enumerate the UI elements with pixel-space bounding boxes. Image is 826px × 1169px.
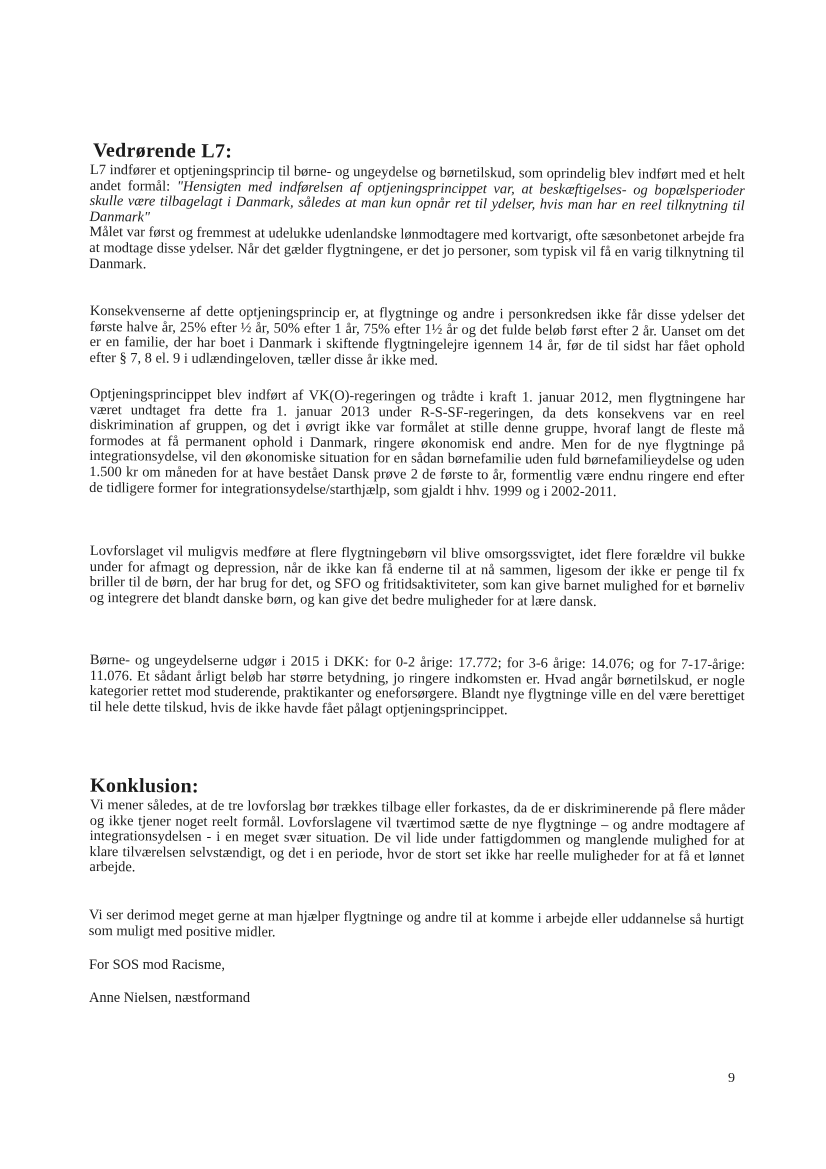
quoted-purpose: "Hensigten med indførelsen af optjeningsprincippet var, at beskæftigelses- og bopælsperioder skulle være tilbagelagt i Danmark, således at man kun opnår ret til ydelser, hvis man har en reel tilknytning til Danmark" [89,178,745,226]
section-heading-conclusion: Konklusion: [89,774,199,798]
intro-text: L7 indfører et optjeningsprincip til børne- og ungeydelse og børnetilskud, som oprindelig blev indført med et helt andet formål: [89,162,745,195]
paragraph-conclusion: Vi mener således, at de tre lovforslag bør trækkes tilbage eller forkastes, da de er diskriminerende på flere måder og ikke tjener noget reelt formål. Lovforslagene vil tværtimod sætte de nye flygtninge – og andre modtagere af integrationsydelsen - i en meget svær situation. De vil lide under fattigdommen og manglende mulighed for at klare tilværelsen selvstændigt, og det i en periode, hvor de stort set ikke har reelle muligheder for at få et lønnet arbejde. [89,797,745,876]
signature-line: Anne Nielsen, næstformand [89,990,251,1006]
closing-line: For SOS mod Racisme, [89,957,225,973]
paragraph-consequences: Konsekvenserne af dette optjeningsprincip er, at flygtninge og andre i personkredsen ikke får disse ydelser det første halve år, 25% efter ½ år, 50% efter 1 år, 75% efter 1½ år og det fulde beløb først efter 2 år. Uanset om det er en familie, der har boet i Danmark i skiftende flygtningelejre igennem 14 år, før de til sidst har fået ophold efter § 7, 8 el. 9 i udlændingeloven, tæller disse år ikke med. [89,303,745,369]
section-heading-l7: Vedrørende L7: [92,139,233,163]
paragraph-history: Optjeningsprincippet blev indført af VK(O)-regeringen og trådte i kraft 1. januar 2012, men flygtningene har været undtaget fra dette fra 1. januar 2013 under R-S-SF-regeringen, da dets konsekvens var en reel diskrimination af gruppen, og det i øvrigt ikke var formålet at stille denne gruppe, hvoraf langt de fleste må formodes at få permanent ophold i Danmark, ringere økonomisk end andre. Men for de nye flygtninge på integrationsydelse, vil den økonomiske situation for en sådan børnefamilie uden fuld børnefamilieydelse og uden 1.500 kr om måneden for at have bestået Dansk prøve 2 de første to år, formentlig være endnu ringere end efter de tidligere former for integrationsydelse/starthjælp, som gjaldt i hhv. 1999 og i 2002-2011. [89,386,745,500]
page-number: 9 [728,1071,735,1086]
paragraph-l7-intro [89,163,745,277]
goal-text: Målet var først og fremmest at udelukke udenlandske lønmodtagere med kortvarigt, ofte sæsonbetonet arbejde fra at modtage disse ydelser. Når det gælder flygtningene, er det jo personer, som typisk vil få en varig tilknytning til Danmark. [89,224,745,273]
paragraph-amounts: Børne- og ungeydelserne udgør i 2015 i DKK: for 0-2 årige: 17.772; for 3-6 årige: 14.076; og for 7-17-årige: 11.076. Et sådant årligt beløb har større betydning, jo ringere indkomsten er. Hvad angår børnetilskud, er nogle kategorier rettet mod studerende, praktikanter og eneforsørgere. Blandt nye flygtninge ville en del være berettiget til hele dette tilskud, hvis de ikke havde fået pålagt optjeningsprincippet. [89,652,745,719]
paragraph-neglect: Lovforslaget vil muligvis medføre at flere flygtningebørn vil blive omsorgssvigtet, idet flere forældre vil bukke under for afmagt og depression, når de ikke kan få enderne til at nå sammen, ligesom der ikke er penge til fx briller til de børn, der har brug for det, og SFO og fritidsaktiviteter, som kan give barnet mulighed for et børneliv og integrere det blandt danske børn, og kan give det bedre muligheder for at lære dansk. [89,543,745,610]
paragraph-recommendation: Vi ser derimod meget gerne at man hjælper flygtninge og andre til at komme i arbejde eller uddannelse så hurtigt som muligt med positive midler. [88,907,744,941]
